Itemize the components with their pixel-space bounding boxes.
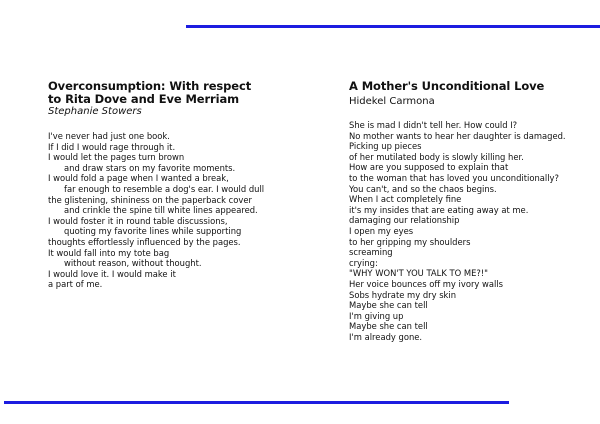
poem-title: A Mother's Unconditional Love [349,79,545,93]
poem-line: She is mad I didn't tell her. How could I? [349,120,518,130]
poem-line: to the woman that has loved you unconditionally? [349,172,559,183]
poem-line: far enough to resemble a dog's ear. I would dull [64,183,265,194]
poem-line: How are you supposed to explain that [349,162,509,173]
poem-line: I would fold a page when I wanted a break, [48,173,229,184]
poem-author: Hidekel Carmona [349,96,435,107]
poem-line: quoting my favorite lines while supporting [64,226,242,237]
poem-line: screaming [349,247,393,258]
poem-line: I would foster it in round table discussions, [48,215,228,226]
poem-line: of her mutilated body is slowly killing her. [349,151,524,162]
poem-body [349,120,594,342]
poem-line: It would fall into my tote bag [48,247,170,258]
poem-line: without reason, without thought. [64,258,202,269]
poem-line: it's my insides that are eating away at me. [349,204,529,215]
poem-line: damaging our relationship [349,215,460,226]
poem-line: "WHY WON'T YOU TALK TO ME?!" [349,268,489,279]
poem-line: I'm giving up [349,310,404,321]
poem-line: Sobs hydrate my dry skin [349,289,457,300]
top-blue-rule [186,25,600,28]
poem-line: You can't, and so the chaos begins. [349,183,497,194]
poem-line: and crinkle the spine till white lines appeared. [64,205,258,216]
poem-line: the glistening, shininess on the paperback cover [48,194,252,205]
poem-mothers-love [349,80,594,342]
bottom-blue-rule [4,401,509,404]
poem-line: I would let the pages turn brown [48,152,185,163]
poem-body [48,131,288,290]
poem-line: Maybe she can tell [349,321,428,332]
poem-line: I would love it. I would make it [48,268,176,279]
poem-line: No mother wants to hear her daughter is damaged. [349,130,566,141]
poem-line: and draw stars on my favorite moments. [64,162,236,173]
poem-line: If I did I would rage through it. [48,141,176,152]
poem-line: a part of me. [48,279,103,290]
poem-line: Maybe she can tell [349,300,428,311]
poem-line: I'm already gone. [349,331,423,342]
poem-line: I've never had just one book. [48,131,170,141]
poem-line: crying: [349,257,378,268]
poem-line: thoughts effortlessly influenced by the pages. [48,236,241,247]
poem-line: Her voice bounces off my ivory walls [349,278,504,289]
poem-overconsumption [48,80,288,290]
poem-line: to her gripping my shoulders [349,236,471,247]
poem-line: When I act completely fine [349,194,462,205]
poem-line: I open my eyes [349,225,414,236]
poem-author: Stephanie Stowers [48,106,142,117]
poem-title: Overconsumption: With respect to Rita Dove and Eve Merriam [48,79,252,106]
poem-line: Picking up pieces [349,141,422,152]
